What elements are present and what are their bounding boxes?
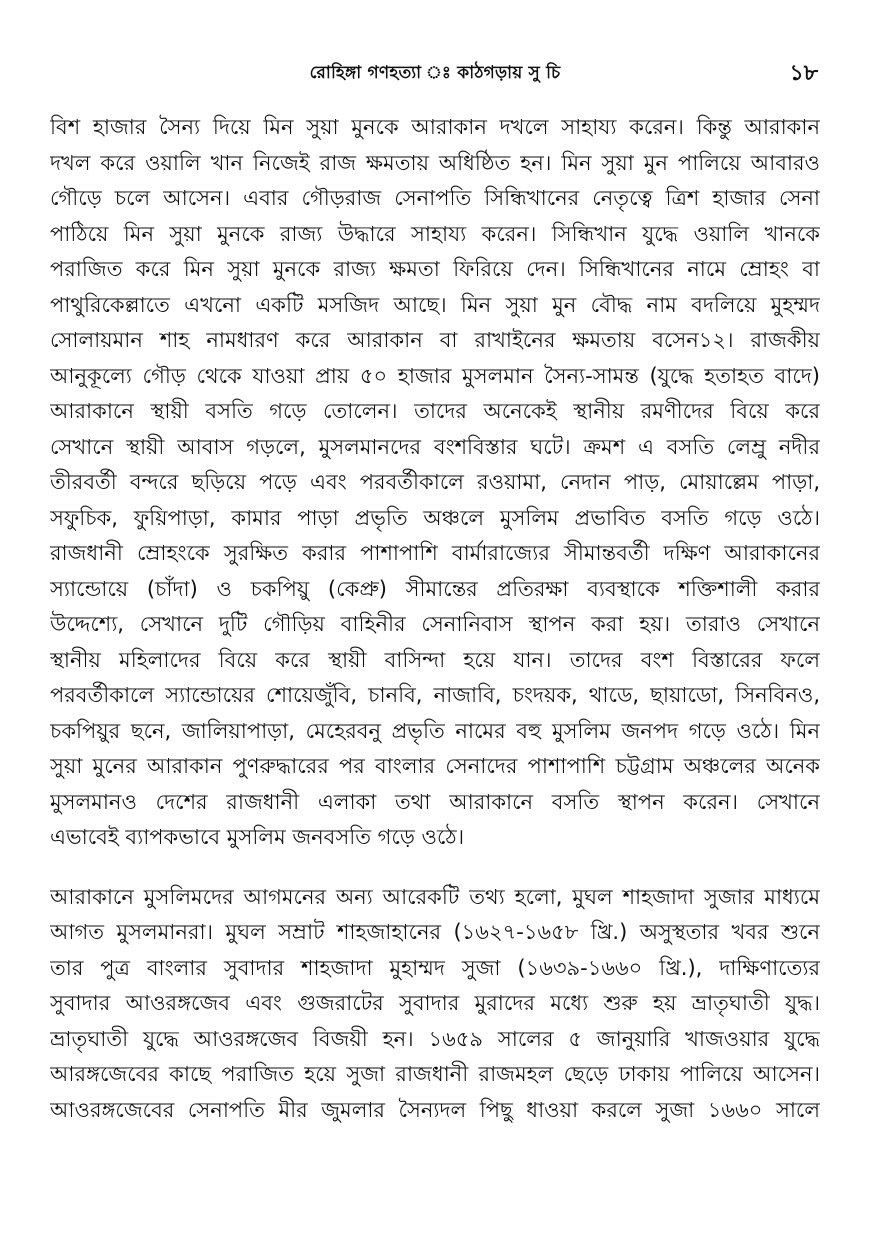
text-line: রাজধানী ম্রোহংকে সুরক্ষিত করার পাশাপাশি বার্মারাজ্যের সীমান্তবর্তী দক্ষিণ আরাকানের — [50, 541, 820, 565]
text-line: আরঙ্গজেবের কাছে পরাজিত হয়ে সুজা রাজধানী রাজমহল ছেড়ে ঢাকায় পালিয়ে আসেন। — [50, 1062, 820, 1086]
text-line: উদ্দেশ্যে, সেখানে দুটি গৌড়িয় বাহিনীর সেনানিবাস স্থাপন করা হয়। তারাও সেখানে — [50, 612, 820, 636]
text-line: তার পুত্র বাংলার সুবাদার শাহজাদা মুহাম্মদ সুজা (১৬৩৯-১৬৬০ খ্রি.), দাক্ষিণাত্যের — [50, 955, 820, 980]
page-number: ১৮ — [789, 61, 818, 86]
paragraph-gap — [50, 856, 820, 880]
running-title: রোহিঙ্গা গণহত্যা ঃ কাঠগড়ায় সু চি — [309, 63, 561, 83]
text-line: ভ্রাতৃঘাতী যুদ্ধে আওরঙ্গজেব বিজয়ী হন। ১৬৫৯ সালের ৫ জানুয়ারি খাজওয়ার যুদ্ধে — [50, 1026, 820, 1051]
text-line: সোলায়মান শাহ নামধারণ করে আরাকান বা রাখাইনের ক্ষমতায় বসেন১২। রাজকীয় — [50, 328, 820, 352]
text-line: সুয়া মুনের আরাকান পুণরুদ্ধারের পর বাংলার সেনাদের পাশাপাশি চট্টগ্রাম অঞ্চলের অনেক — [50, 754, 820, 778]
text-line: পরবর্তীকালে স্যান্ডোয়ের শোয়েজুঁবি, চানবি, নাজাবি, চংদয়ক, থাডে, ছায়াডো, সিনবিনও, — [50, 683, 820, 707]
paragraph-2 — [50, 880, 820, 1129]
text-line: স্যান্ডোয়ে (চাঁদা) ও চকপিয়ু (কেপ্রু) সীমান্তের প্রতিরক্ষা ব্যবস্থাকে শক্তিশালী করার — [50, 576, 820, 601]
text-line: পাথুরিকেল্লাতে এখনো একটি মসজিদ আছে। মিন সুয়া মুন বৌদ্ধ নাম বদলিয়ে মুহম্মদ — [50, 292, 820, 317]
text-line: পাঠিয়ে মিন সুয়া মুনকে রাজ্য উদ্ধারে সাহায্য করেন। সিন্ধিখান যুদ্ধে ওয়ালি খানকে — [50, 221, 820, 246]
text-line: আগত মুসলমানরা। মুঘল সম্রাট শাহজাহানের (১৬২৭-১৬৫৮ খ্রি.) অসুস্থতার খবর শুনে — [50, 920, 820, 944]
text-line: বিশ হাজার সৈন্য দিয়ে মিন সুয়া মুনকে আরাকান দখলে সাহায্য করেন। কিন্তু আরাকান — [50, 115, 820, 139]
text-line: সেখানে স্থায়ী আবাস গড়লে, মুসলমানদের বংশবিস্তার ঘটে। ক্রমশ এ বসতি লেম্রু নদীর — [50, 434, 820, 459]
paragraph-1 — [50, 110, 820, 856]
running-header — [50, 54, 820, 88]
text-line: সুবাদার আওরঙ্গজেব এবং গুজরাটের সুবাদার মুরাদের মধ্যে শুরু হয় ভ্রাতৃঘাতী যুদ্ধ। — [50, 991, 820, 1015]
text-line: এভাবেই ব্যাপকভাবে মুসলিম জনবসতি গড়ে ওঠে। — [50, 825, 465, 849]
text-line: আরাকানে স্থায়ী বসতি গড়ে তোলেন। তাদের অনেকেই স্থানীয় রমণীদের বিয়ে করে — [50, 399, 820, 423]
text-line: পরাজিত করে মিন সুয়া মুনকে রাজ্য ক্ষমতা ফিরিয়ে দেন। সিন্ধিখানের নামে ম্রোহং বা — [50, 257, 820, 281]
body-text — [50, 110, 820, 1240]
text-line: আওরঙ্গজেবের সেনাপতি মীর জুমলার সৈন্যদল পিছু ধাওয়া করলে সুজা ১৬৬০ সালে — [50, 1097, 820, 1122]
text-line: দখল করে ওয়ালি খান নিজেই রাজ ক্ষমতায় অধিষ্ঠিত হন। মিন সুয়া মুন পালিয়ে আবারও — [50, 150, 820, 175]
text-line: গৌড়ে চলে আসেন। এবার গৌড়রাজ সেনাপতি সিন্ধিখানের নেতৃত্বে ত্রিশ হাজার সেনা — [50, 186, 820, 210]
text-line: স্থানীয় মহিলাদের বিয়ে করে স্থায়ী বাসিন্দা হয়ে যান। তাদের বংশ বিস্তারের ফলে — [50, 647, 820, 672]
text-line: আরাকানে মুসলিমদের আগমনের অন্য আরেকটি তথ্য হলো, মুঘল শাহজাদা সুজার মাধ্যমে — [50, 884, 820, 909]
text-line: আনুকূল্যে গৌড় থেকে যাওয়া প্রায় ৫০ হাজার মুসলমান সৈন্য-সামন্ত (যুদ্ধে হতাহত বাদে) — [50, 363, 820, 388]
text-line: চকপিয়ুর ছনে, জালিয়াপাড়া, মেহেরবনু প্রভৃতি নামের বহু মুসলিম জনপদ গড়ে ওঠে। মিন — [50, 718, 820, 743]
text-line: সফুচিক, ফুয়িপাড়া, কামার পাড়া প্রভৃতি অঞ্চলে মুসলিম প্রভাবিত বসতি গড়ে ওঠে। — [50, 505, 820, 530]
text-line: তীরবর্তী বন্দরে ছড়িয়ে পড়ে এবং পরবর্তীকালে রওয়ামা, নেদান পাড়, মোয়াল্লেম পাড়া, — [50, 470, 820, 494]
text-line: মুসলমানও দেশের রাজধানী এলাকা তথা আরাকানে বসতি স্থাপন করেন। সেখানে — [50, 789, 820, 814]
